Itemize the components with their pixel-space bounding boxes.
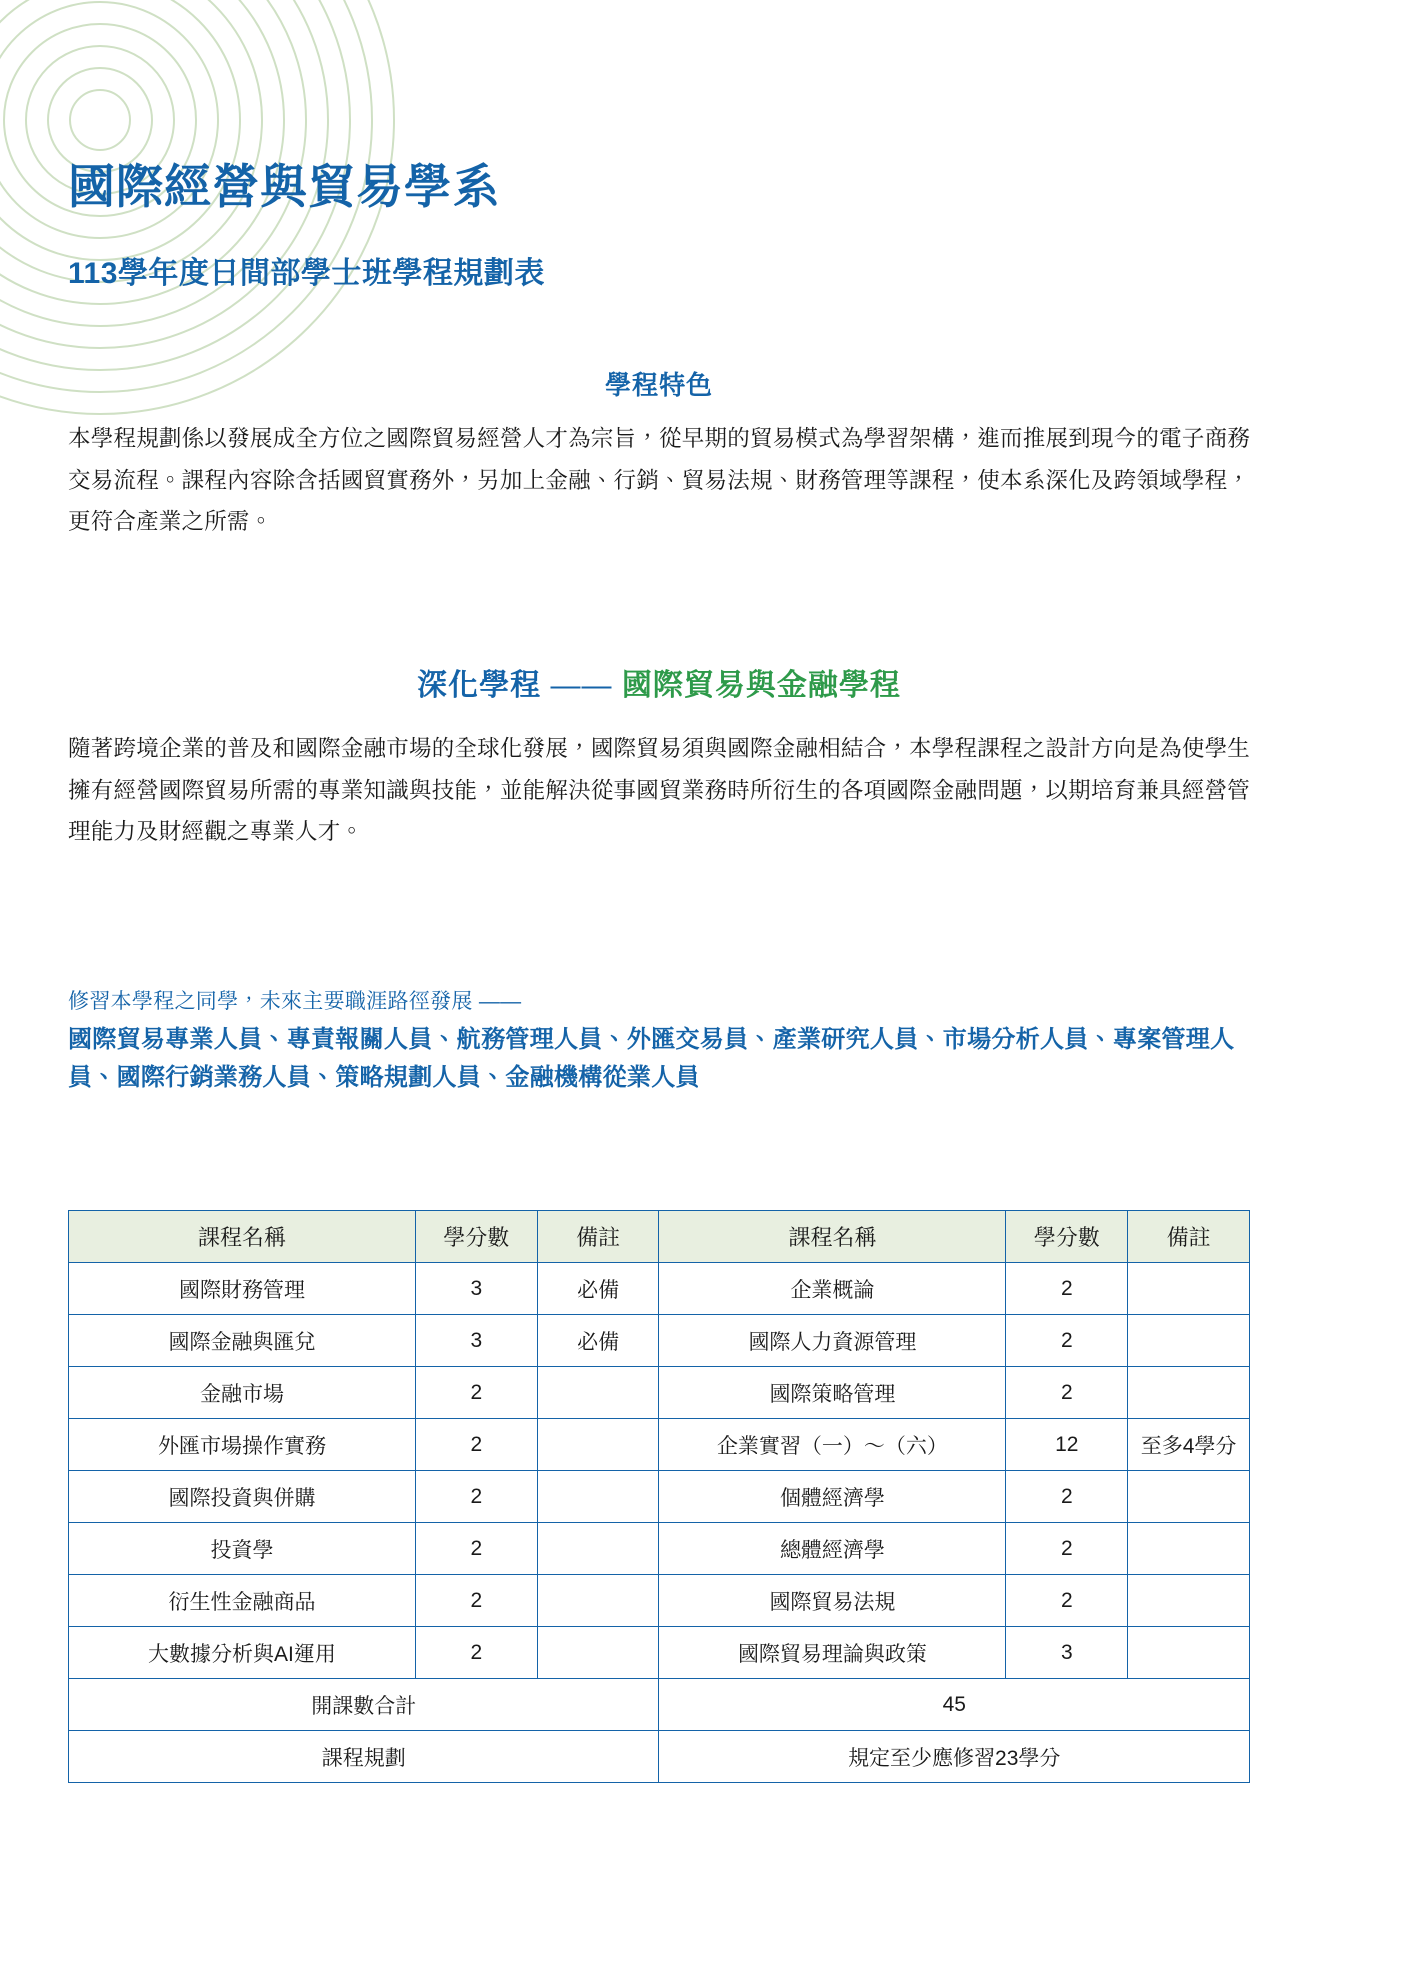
program-dash: ——	[550, 669, 613, 702]
course-note	[537, 1419, 659, 1471]
table-footer-row	[69, 1679, 1250, 1731]
course-note	[537, 1627, 659, 1679]
course-credit: 2	[415, 1627, 537, 1679]
total-courses-value: 45	[659, 1679, 1250, 1731]
course-note	[1128, 1471, 1250, 1523]
course-name: 企業實習（一）～（六）	[659, 1419, 1006, 1471]
program-heading	[68, 660, 1250, 704]
course-credit: 2	[1006, 1263, 1128, 1315]
total-courses-label: 開課數合計	[69, 1679, 659, 1731]
course-credit: 3	[415, 1263, 537, 1315]
course-note	[1128, 1263, 1250, 1315]
features-paragraph: 本學程規劃係以發展成全方位之國際貿易經營人才為宗旨，從早期的貿易模式為學習架構，進而推展到現今的電子商務交易流程。課程內容除含括國貿實務外，另加上金融、行銷、貿易法規、財務管理等課程，使本系深化及跨領域學程，更符合產業之所需。	[68, 426, 1250, 535]
course-credit: 2	[1006, 1471, 1128, 1523]
table-row	[69, 1471, 1250, 1523]
course-credit: 12	[1006, 1419, 1128, 1471]
course-credit: 2	[1006, 1523, 1128, 1575]
course-name: 大數據分析與AI運用	[69, 1627, 416, 1679]
table-row	[69, 1315, 1250, 1367]
career-lead-text: 修習本學程之同學，未來主要職涯路徑發展	[68, 990, 473, 1013]
course-credit: 3	[1006, 1627, 1128, 1679]
career-lead-dash: ——	[478, 990, 522, 1013]
course-note: 必備	[537, 1315, 659, 1367]
header-name-right: 課程名稱	[659, 1211, 1006, 1263]
course-note	[1128, 1367, 1250, 1419]
table-row	[69, 1419, 1250, 1471]
course-name: 國際金融與匯兌	[69, 1315, 416, 1367]
course-name: 投資學	[69, 1523, 416, 1575]
course-note	[1128, 1627, 1250, 1679]
course-note	[537, 1575, 659, 1627]
course-name: 國際策略管理	[659, 1367, 1006, 1419]
course-name: 外匯市場操作實務	[69, 1419, 416, 1471]
course-credit: 2	[415, 1523, 537, 1575]
header-note-right: 備註	[1128, 1211, 1250, 1263]
course-name: 衍生性金融商品	[69, 1575, 416, 1627]
course-plan-value: 規定至少應修習23學分	[659, 1731, 1250, 1783]
course-credit: 2	[415, 1419, 537, 1471]
page-title: 國際經營與貿易學系	[68, 160, 500, 213]
course-name: 國際投資與併購	[69, 1471, 416, 1523]
course-credit: 2	[1006, 1315, 1128, 1367]
page-subtitle: 113學年度日間部學士班學程規劃表	[68, 257, 545, 290]
table-footer-row	[69, 1731, 1250, 1783]
features-heading: 學程特色	[604, 370, 713, 400]
course-name: 金融市場	[69, 1367, 416, 1419]
career-list: 國際貿易專業人員、專責報關人員、航務管理人員、外匯交易員、產業研究人員、市場分析人員、專案管理人員、國際行銷業務人員、策略規劃人員、金融機構從業人員	[68, 1026, 1235, 1092]
table-row	[69, 1367, 1250, 1419]
course-credit: 2	[415, 1367, 537, 1419]
program-paragraph: 隨著跨境企業的普及和國際金融市場的全球化發展，國際貿易須與國際金融相結合，本學程課程之設計方向是為使學生擁有經營國際貿易所需的專業知識與技能，並能解決從事國貿業務時所衍生的各項國際金融問題，以期培育兼具經營管理能力及財經觀之專業人才。	[68, 736, 1250, 845]
course-note	[537, 1523, 659, 1575]
header-credit-left: 學分數	[415, 1211, 537, 1263]
course-credit: 2	[415, 1471, 537, 1523]
table-row	[69, 1627, 1250, 1679]
course-credit: 2	[415, 1575, 537, 1627]
course-name: 國際貿易理論與政策	[659, 1627, 1006, 1679]
table-row	[69, 1575, 1250, 1627]
table-header-row	[69, 1211, 1250, 1263]
table-row	[69, 1263, 1250, 1315]
course-name: 個體經濟學	[659, 1471, 1006, 1523]
header-note-left: 備註	[537, 1211, 659, 1263]
course-note	[537, 1367, 659, 1419]
course-credit: 3	[415, 1315, 537, 1367]
course-credit: 2	[1006, 1575, 1128, 1627]
career-lead	[68, 985, 1250, 1015]
course-name: 國際人力資源管理	[659, 1315, 1006, 1367]
table-row	[69, 1523, 1250, 1575]
course-name: 國際財務管理	[69, 1263, 416, 1315]
course-name: 國際貿易法規	[659, 1575, 1006, 1627]
course-note	[537, 1471, 659, 1523]
course-note: 至多4學分	[1128, 1419, 1250, 1471]
course-note	[1128, 1523, 1250, 1575]
header-name-left: 課程名稱	[69, 1211, 416, 1263]
course-note	[1128, 1575, 1250, 1627]
program-label: 深化學程	[417, 669, 542, 702]
course-table	[68, 1210, 1250, 1783]
program-name: 國際貿易與金融學程	[621, 669, 901, 702]
course-note	[1128, 1315, 1250, 1367]
course-name: 企業概論	[659, 1263, 1006, 1315]
course-note: 必備	[537, 1263, 659, 1315]
course-plan-label: 課程規劃	[69, 1731, 659, 1783]
course-name: 總體經濟學	[659, 1523, 1006, 1575]
header-credit-right: 學分數	[1006, 1211, 1128, 1263]
course-credit: 2	[1006, 1367, 1128, 1419]
